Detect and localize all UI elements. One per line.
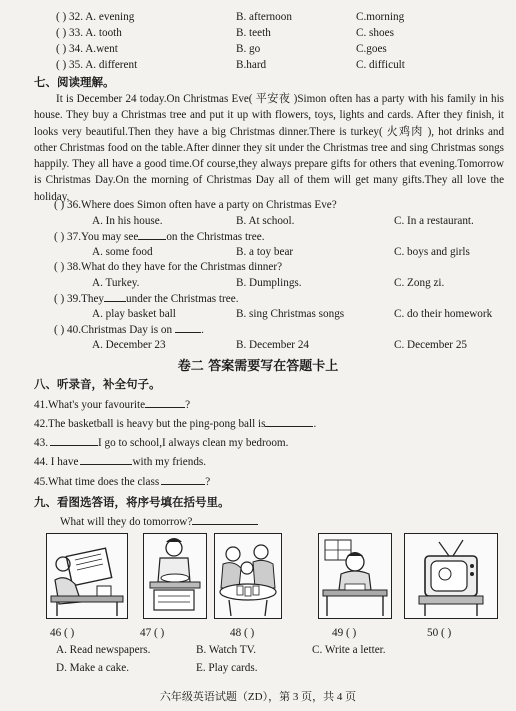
answer-blank[interactable]	[145, 397, 185, 408]
option-a: A. play basket ball	[92, 308, 176, 320]
question-39	[54, 291, 239, 306]
option-b: B. teeth	[236, 27, 271, 39]
question-43	[34, 435, 288, 450]
newspaper-reading-icon	[46, 533, 128, 619]
question-text: with my friends.	[132, 456, 207, 468]
option-c: C. Zong zi.	[394, 277, 445, 289]
option-a: A. In his house.	[92, 215, 163, 227]
picture-label: 48 ( )	[230, 627, 255, 639]
question-36: ( ) 36.Where does Simon often have a party on Christmas Eve?	[54, 199, 337, 211]
letter-writing-icon	[318, 533, 392, 619]
question-45	[34, 474, 210, 489]
question-number: ( ) 35. A. different	[56, 59, 138, 71]
option-c: C. boys and girls	[394, 246, 470, 258]
picture-label: 46 ( )	[50, 627, 75, 639]
question-text: on the Christmas tree.	[166, 231, 265, 243]
question-text: ( ) 37.You may see	[54, 231, 139, 243]
question-text: ( ) 39.They	[54, 293, 105, 305]
picture-label: 47 ( )	[140, 627, 165, 639]
part-two-title: 卷二 答案需要写在答题卡上	[177, 359, 339, 374]
option-c: C. difficult	[356, 59, 405, 71]
option-c: C. do their homework	[394, 308, 493, 320]
answer-blank[interactable]	[50, 435, 98, 446]
option-c: C. shoes	[356, 27, 394, 39]
answer-option: D. Make a cake.	[56, 662, 129, 674]
picture-label: 49 ( )	[332, 627, 357, 639]
question-text: ?	[185, 399, 191, 411]
answer-blank[interactable]	[192, 514, 258, 525]
section-heading-listening: 八、听录音，补全句子。	[34, 377, 161, 391]
answer-blank[interactable]	[265, 416, 313, 427]
option-a: A. Turkey.	[92, 277, 140, 289]
card-playing-icon	[214, 533, 282, 619]
question-42	[34, 416, 316, 431]
option-b: B. At school.	[236, 215, 295, 227]
question-number: ( ) 33. A. tooth	[56, 27, 122, 39]
question-text: I go to school,I always clean my bedroom.	[97, 437, 289, 449]
question-38: ( ) 38.What do they have for the Christmas dinner?	[54, 261, 283, 273]
option-b: B. afternoon	[236, 11, 292, 23]
answer-blank[interactable]	[80, 454, 132, 465]
question-text: .	[313, 418, 317, 430]
option-b: B. sing Christmas songs	[236, 308, 345, 320]
cake-making-icon	[143, 533, 207, 619]
question-text: under the Christmas tree.	[126, 293, 239, 305]
option-b: B. go	[236, 43, 261, 55]
answer-option: E. Play cards.	[196, 662, 258, 674]
question-number: ( ) 32. A. evening	[56, 11, 135, 23]
question-text: What will they do tomorrow?	[60, 516, 193, 528]
option-a: A. December 23	[92, 339, 166, 351]
picture-label: 50 ( )	[427, 627, 452, 639]
answer-option: B. Watch TV.	[196, 644, 257, 656]
answer-blank[interactable]	[104, 291, 126, 302]
question-text: 42.The basketball is heavy but the ping-pong ball is	[34, 418, 266, 430]
question-text: 41.What's your favourite	[34, 399, 146, 411]
question-37	[54, 229, 265, 244]
question-text: 45.What time does the class	[34, 476, 160, 488]
tv-watching-icon	[404, 533, 498, 619]
section-heading-pictures: 九、看图选答语，将序号填在括号里。	[34, 495, 230, 509]
answer-option: A. Read newspapers.	[56, 644, 151, 656]
question-41	[34, 397, 190, 412]
option-c: C.goes	[356, 43, 387, 55]
option-c: C.morning	[356, 11, 405, 23]
answer-option: C. Write a letter.	[312, 644, 386, 656]
option-c: C. In a restaurant.	[394, 215, 474, 227]
option-b: B. a toy bear	[236, 246, 294, 258]
question-number: ( ) 34. A.went	[56, 43, 118, 55]
option-c: C. December 25	[394, 339, 468, 351]
section-heading-reading: 七、阅读理解。	[34, 75, 115, 89]
question-44	[34, 454, 206, 469]
question-text: .	[201, 324, 204, 336]
page-footer: 六年级英语试题（ZD），第 3 页，共 4 页	[159, 691, 357, 703]
option-a: A. some food	[92, 246, 153, 258]
option-b: B.hard	[236, 59, 267, 71]
question-text: 44. I have	[34, 456, 79, 468]
question-40	[54, 322, 204, 337]
picture-question	[60, 514, 258, 529]
question-text: 43.	[34, 437, 48, 449]
question-text: ?	[205, 476, 211, 488]
option-b: B. Dumplings.	[236, 277, 302, 289]
option-b: B. December 24	[236, 339, 310, 351]
answer-blank[interactable]	[175, 322, 201, 333]
reading-passage: It is December 24 today.On Christmas Eve( 平安夜 )Simon often has a party with his family in his house. They buy a Christmas tree and put it up with flowers, toys, lights and cards. After they finish, it looks very beautiful.Then they have a big Christmas dinner.There is turkey( 火鸡肉 ), hot drinks and other Christmas food on the table.After dinner they sit under the Christmas tree and sing Christmas songs happily. They all have a good time.Of course,they always prepare gifts for others that evening.Tomorrow is Christmas Day.On the morning of Christmas Day all of them will get many gifts.They all love the holiday.	[34, 93, 504, 203]
answer-blank[interactable]	[138, 229, 166, 240]
question-text: ( ) 40.Christmas Day is on	[54, 324, 173, 336]
answer-blank[interactable]	[161, 474, 205, 485]
